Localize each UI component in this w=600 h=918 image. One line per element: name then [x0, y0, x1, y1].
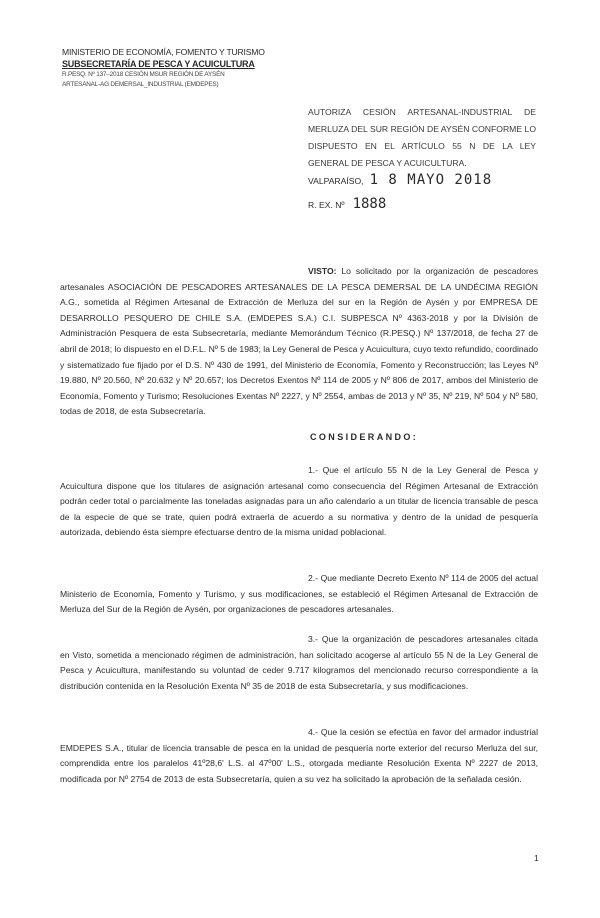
subsecretaria-name: SUBSECRETARÍA DE PESCA Y ACUICULTURA	[62, 59, 255, 69]
visto-text: Lo solicitado por la organización de pescadores artesanales ASOCIACIÓN DE PESCADORES ARTESANALES DE LA PESCA DEMERSAL DE LA UNDÉCIMA REGIÓN A.G., sometida al Régimen Artesanal de Extracción de Merluza del sur en la Región de Aysén y por EMPRESA DE DESARROLLO PESQUERO DE CHILE S.A. (EMDEPES S.A.) C.I. SUBPESCA Nº 4363-2018 y por la División de Administración Pesquera de esta Subsecretaría, mediante Memorándum Técnico (R.PESQ.) Nº 137/2018, de fecha 27 de abril de 2018; lo dispuesto en el D.F.L. Nº 5 de 1983; la Ley General de Pesca y Acuicultura, cuyo texto refundido, coordinado y sistematizado fue fijado por el D.S. Nº 430 de 1991, del Ministerio de Economía, Fomento y Reconstrucción; las Leyes Nº 19.880, Nº 20.560, Nº 20.632 y Nº 20.657; los Decretos Exentos Nº 114 de 2005 y Nº 806 de 2017, ambos del Ministerio de Economía, Fomento y Turismo; Resoluciones Exentas Nº 2227, y Nº 2554, ambas de 2013 y Nº 35, Nº 219, Nº 504 y Nº 580, todas de 2018, de esta Subsecretaría.	[60, 266, 539, 417]
visto-paragraph	[60, 264, 538, 420]
considerando-paragraph-2: 2.- Que mediante Decreto Exento Nº 114 de 2005 del actual Ministerio de Economía, Fomento y Turismo, y sus modificaciones, se estableció el Régimen Artesanal de Extracción de Merluza del Sur de la Región de Aysén, por organizaciones de pescadores artesanales.	[60, 573, 538, 615]
date-line	[308, 172, 492, 188]
resolution-label: R. EX. Nº	[308, 200, 345, 210]
reference-line-2: ARTESANAL-AG DEMERSAL_INDUSTRIAL (EMDEPES)	[62, 81, 219, 88]
considerando-paragraph-4: 4.- Que la cesión se efectúa en favor del armador industrial EMDEPES S.A., titular de licencia transable de pesca en la unidad de pesquería norte exterior del recurso Merluza del sur, comprendida entre los paralelos 41º28,6' L.S. al 47º00' L.S., otorgada mediante Resolución Exenta Nº 2227 de 2013, modificada por Nº 2754 de 2013 de esta Subsecretaría, quien a su vez ha solicitado la aprobación de la señalada cesión.	[60, 727, 538, 784]
resolution-abstract: AUTORIZA CESIÓN ARTESANAL-INDUSTRIAL DE MERLUZA DEL SUR REGIÓN DE AYSÉN CONFORME LO DISPUESTO EN EL ARTÍCULO 55 N DE LA LEY GENERAL DE PESCA Y ACUICULTURA.	[308, 107, 536, 168]
considerando-paragraph-1: 1.- Que el artículo 55 N de la Ley General de Pesca y Acuicultura dispone que los titulares de asignación artesanal como consecuencia del Régimen Artesanal de Extracción podrán ceder total o parcialmente las toneladas asignadas para un año calendario a un titular de licencia transable de pesca de la especie de que se trate, quien podrá extraerla de acuerdo a su normativa y dentro de la unidad de pesquería autorizada, debiendo ésta siempre efectuarse dentro de la misma unidad poblacional.	[60, 465, 538, 538]
date-stamp: 1 8 MAYO 2018	[369, 172, 493, 188]
considerando-heading: CONSIDERANDO:	[310, 432, 419, 442]
page-number: 1	[534, 853, 539, 863]
letterhead	[62, 46, 302, 90]
reference-line-1: R.PESQ. Nº 137–2018 CESIÓN MSUR REGIÓN DE AYSÉN	[62, 71, 225, 78]
resolution-number-line	[308, 196, 386, 212]
resolution-number: 1888	[352, 196, 387, 212]
ministry-name: MINISTERIO DE ECONOMÍA, FOMENTO Y TURISMO	[62, 47, 265, 57]
visto-label: VISTO:	[308, 266, 337, 276]
considerando-paragraph-3: 3.- Que la organización de pescadores artesanales citada en Visto, sometida a mencionado régimen de administración, han solicitado acogerse al artículo 55 N de la Ley General de Pesca y Acuicultura, manifestando su voluntad de ceder 9.717 kilogramos del mencionado recurso correspondiente a la distribución contenida en la Resolución Exenta Nº 35 de 2018 de esta Subsecretaría, y sus modificaciones.	[60, 634, 538, 691]
place-label: VALPARAÍSO,	[308, 176, 364, 186]
